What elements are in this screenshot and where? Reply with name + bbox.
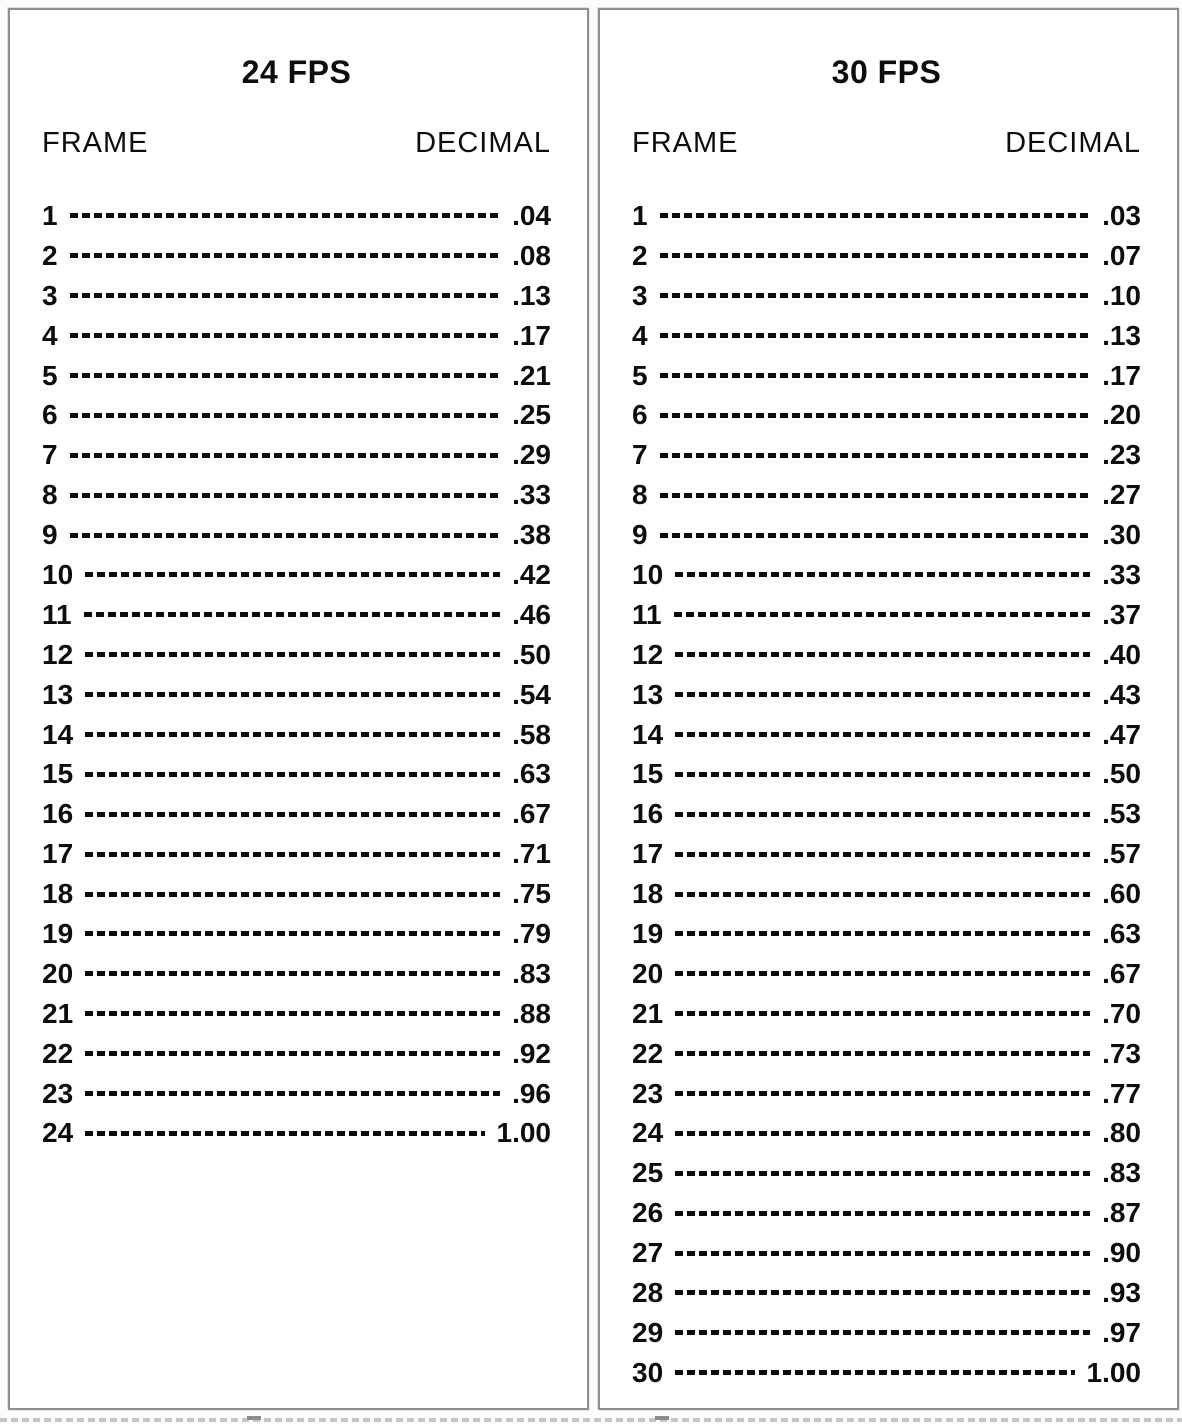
dash-leader xyxy=(675,1251,1090,1256)
table-row xyxy=(42,316,551,356)
decimal-value: .58 xyxy=(512,718,551,750)
panel-title: 30 FPS xyxy=(831,54,942,90)
decimal-value: .71 xyxy=(512,838,551,870)
frame-number: 14 xyxy=(42,718,74,750)
dash-leader xyxy=(85,812,500,817)
dash-leader xyxy=(660,253,1090,258)
dash-leader xyxy=(660,493,1090,498)
frame-number: 23 xyxy=(632,1077,664,1109)
decimal-value: .20 xyxy=(1102,399,1141,431)
table-row xyxy=(42,994,551,1034)
table-row xyxy=(632,435,1141,475)
decimal-value: .73 xyxy=(1102,1037,1141,1069)
table-row xyxy=(42,595,551,635)
table-row xyxy=(632,395,1141,435)
decimal-value: .29 xyxy=(512,439,551,471)
decimal-value: .42 xyxy=(512,558,551,590)
dash-leader xyxy=(85,1131,484,1136)
conversion-rows xyxy=(632,196,1141,1393)
frame-number: 21 xyxy=(632,997,664,1029)
frame-number: 15 xyxy=(42,758,74,790)
dash-leader xyxy=(675,1011,1090,1016)
table-row xyxy=(42,954,551,994)
panel-title: 24 FPS xyxy=(241,54,352,90)
dash-leader xyxy=(675,1131,1090,1136)
dash-leader xyxy=(660,533,1090,538)
frame-number: 16 xyxy=(632,798,664,830)
frame-number: 17 xyxy=(42,838,74,870)
dash-leader xyxy=(85,971,500,976)
decimal-value: .75 xyxy=(512,878,551,910)
table-row xyxy=(632,1074,1141,1114)
table-row xyxy=(632,754,1141,794)
dash-leader xyxy=(675,1171,1090,1176)
table-row xyxy=(632,475,1141,515)
decimal-value: .83 xyxy=(512,957,551,989)
dash-leader xyxy=(675,892,1090,897)
decimal-value: .63 xyxy=(512,758,551,790)
decimal-value: .80 xyxy=(1102,1117,1141,1149)
conversion-rows xyxy=(42,196,551,1153)
frame-number: 8 xyxy=(632,479,648,511)
frame-number: 5 xyxy=(632,359,648,391)
frame-number: 7 xyxy=(42,439,58,471)
decimal-value: .30 xyxy=(1102,519,1141,551)
dash-leader xyxy=(675,1330,1090,1335)
table-row xyxy=(632,994,1141,1034)
decimal-value: .92 xyxy=(512,1037,551,1069)
dash-leader xyxy=(675,732,1090,737)
dash-leader xyxy=(675,1091,1090,1096)
frame-number: 24 xyxy=(632,1117,664,1149)
dash-leader xyxy=(70,413,500,418)
decimal-value: .77 xyxy=(1102,1077,1141,1109)
table-row xyxy=(42,1034,551,1074)
dash-leader xyxy=(660,413,1090,418)
table-row xyxy=(42,675,551,715)
decimal-value: .70 xyxy=(1102,997,1141,1029)
decimal-value: .87 xyxy=(1102,1197,1141,1229)
frame-number: 15 xyxy=(632,758,664,790)
decimal-value: .60 xyxy=(1102,878,1141,910)
frame-number: 3 xyxy=(632,279,648,311)
table-row xyxy=(632,874,1141,914)
dash-leader xyxy=(85,1051,500,1056)
table-row xyxy=(632,196,1141,236)
decimal-value: .13 xyxy=(1102,319,1141,351)
table-row xyxy=(632,834,1141,874)
page-bottom-dashed-divider xyxy=(0,1418,1182,1422)
table-row xyxy=(632,1313,1141,1353)
table-row xyxy=(632,954,1141,994)
dash-leader xyxy=(675,572,1090,577)
decimal-value: .57 xyxy=(1102,838,1141,870)
decimal-value: .10 xyxy=(1102,279,1141,311)
frame-number: 24 xyxy=(42,1117,74,1149)
frame-number: 21 xyxy=(42,997,74,1029)
decimal-value: .04 xyxy=(512,199,551,231)
frame-number: 17 xyxy=(632,838,664,870)
dash-leader xyxy=(675,772,1090,777)
table-row xyxy=(42,515,551,555)
dash-leader xyxy=(660,213,1090,218)
decimal-value: .88 xyxy=(512,997,551,1029)
frame-number: 13 xyxy=(42,678,74,710)
decimal-value: .50 xyxy=(512,638,551,670)
dash-leader xyxy=(675,812,1090,817)
table-row xyxy=(42,834,551,874)
decimal-value: .33 xyxy=(512,479,551,511)
table-row xyxy=(632,1113,1141,1153)
table-row xyxy=(632,1233,1141,1273)
frame-number: 29 xyxy=(632,1316,664,1348)
frame-number: 4 xyxy=(632,319,648,351)
decimal-value: .96 xyxy=(512,1077,551,1109)
frame-number: 10 xyxy=(632,558,664,590)
dash-leader xyxy=(674,612,1090,617)
frame-number: 9 xyxy=(42,519,58,551)
frame-number: 26 xyxy=(632,1197,664,1229)
dash-leader xyxy=(70,373,500,378)
dash-leader xyxy=(675,1211,1090,1216)
table-row xyxy=(42,475,551,515)
table-row xyxy=(632,555,1141,595)
table-row xyxy=(632,316,1141,356)
dash-leader xyxy=(675,1290,1090,1295)
dash-leader xyxy=(675,931,1090,936)
frame-number: 1 xyxy=(42,199,58,231)
decimal-value: .08 xyxy=(512,239,551,271)
decimal-value: .90 xyxy=(1102,1237,1141,1269)
table-row xyxy=(42,794,551,834)
table-row xyxy=(42,196,551,236)
frame-number: 19 xyxy=(42,917,74,949)
frame-number: 22 xyxy=(42,1037,74,1069)
table-row xyxy=(42,435,551,475)
column-headers xyxy=(632,127,1141,160)
frame-number: 2 xyxy=(632,239,648,271)
frame-number: 6 xyxy=(632,399,648,431)
decimal-value: .79 xyxy=(512,917,551,949)
dash-leader xyxy=(70,213,500,218)
table-row xyxy=(42,555,551,595)
table-row xyxy=(42,635,551,675)
table-row xyxy=(632,515,1141,555)
decimal-value: .33 xyxy=(1102,558,1141,590)
table-row xyxy=(632,794,1141,834)
decimal-value: .23 xyxy=(1102,439,1141,471)
dash-leader xyxy=(85,652,500,657)
dash-leader xyxy=(675,692,1090,697)
decimal-value: .97 xyxy=(1102,1316,1141,1348)
table-row xyxy=(42,395,551,435)
frame-number: 20 xyxy=(632,957,664,989)
dash-leader xyxy=(85,892,500,897)
decimal-value: .93 xyxy=(1102,1276,1141,1308)
decimal-value: .03 xyxy=(1102,199,1141,231)
dash-leader xyxy=(70,333,500,338)
decimal-value: .17 xyxy=(512,319,551,351)
frame-number: 25 xyxy=(632,1157,664,1189)
table-row xyxy=(632,715,1141,755)
table-row xyxy=(632,914,1141,954)
frame-number: 22 xyxy=(632,1037,664,1069)
decimal-value: .67 xyxy=(1102,957,1141,989)
frame-number: 23 xyxy=(42,1077,74,1109)
dash-leader xyxy=(85,1011,500,1016)
frame-number: 7 xyxy=(632,439,648,471)
dash-leader xyxy=(85,572,500,577)
frame-number: 28 xyxy=(632,1276,664,1308)
frame-number: 12 xyxy=(632,638,664,670)
frame-number: 18 xyxy=(42,878,74,910)
decimal-value: .50 xyxy=(1102,758,1141,790)
frame-number: 13 xyxy=(632,678,664,710)
frame-number: 5 xyxy=(42,359,58,391)
table-row xyxy=(42,1074,551,1114)
table-row xyxy=(42,356,551,396)
dash-leader xyxy=(85,732,500,737)
table-row xyxy=(42,276,551,316)
frame-number: 20 xyxy=(42,957,74,989)
table-row xyxy=(632,1273,1141,1313)
dash-leader xyxy=(84,612,500,617)
frame-number: 18 xyxy=(632,878,664,910)
table-row xyxy=(632,1153,1141,1193)
decimal-value: .83 xyxy=(1102,1157,1141,1189)
panel-24fps xyxy=(8,8,589,1410)
dash-leader xyxy=(660,293,1090,298)
decimal-value: .13 xyxy=(512,279,551,311)
decimal-value: .40 xyxy=(1102,638,1141,670)
table-row xyxy=(632,675,1141,715)
frame-column-header: FRAME xyxy=(632,127,739,159)
table-row xyxy=(632,635,1141,675)
frame-number: 9 xyxy=(632,519,648,551)
decimal-value: .54 xyxy=(512,678,551,710)
frame-number: 10 xyxy=(42,558,74,590)
decimal-value: .21 xyxy=(512,359,551,391)
decimal-value: 1.00 xyxy=(496,1117,551,1149)
dash-leader xyxy=(85,852,500,857)
frame-number: 30 xyxy=(632,1356,664,1388)
frame-number: 6 xyxy=(42,399,58,431)
frame-number: 12 xyxy=(42,638,74,670)
frame-number: 8 xyxy=(42,479,58,511)
frame-column-header: FRAME xyxy=(42,127,149,159)
dash-leader xyxy=(675,652,1090,657)
table-row xyxy=(42,914,551,954)
frame-number: 1 xyxy=(632,199,648,231)
frame-number: 16 xyxy=(42,798,74,830)
decimal-value: .63 xyxy=(1102,917,1141,949)
frame-number: 27 xyxy=(632,1237,664,1269)
table-row xyxy=(632,356,1141,396)
table-row xyxy=(42,715,551,755)
table-row xyxy=(42,1113,551,1153)
decimal-value: 1.00 xyxy=(1086,1356,1141,1388)
dash-leader xyxy=(675,1051,1090,1056)
decimal-value: .17 xyxy=(1102,359,1141,391)
dash-leader xyxy=(660,453,1090,458)
dash-leader xyxy=(70,453,500,458)
frame-number: 11 xyxy=(632,598,662,630)
table-row xyxy=(42,874,551,914)
dash-leader xyxy=(85,931,500,936)
table-row xyxy=(632,1353,1141,1393)
frame-number: 2 xyxy=(42,239,58,271)
dash-leader xyxy=(675,971,1090,976)
decimal-column-header: DECIMAL xyxy=(1005,127,1141,159)
table-row xyxy=(632,236,1141,276)
frame-number: 4 xyxy=(42,319,58,351)
dash-leader xyxy=(85,1091,500,1096)
decimal-value: .37 xyxy=(1102,598,1141,630)
frame-number: 14 xyxy=(632,718,664,750)
table-row xyxy=(42,236,551,276)
decimal-value: .38 xyxy=(512,519,551,551)
divider-tick-mark xyxy=(247,1416,261,1420)
decimal-value: .43 xyxy=(1102,678,1141,710)
dash-leader xyxy=(675,852,1090,857)
decimal-value: .07 xyxy=(1102,239,1141,271)
decimal-value: .25 xyxy=(512,399,551,431)
dash-leader xyxy=(675,1370,1074,1375)
table-row xyxy=(632,1193,1141,1233)
dash-leader xyxy=(85,692,500,697)
table-row xyxy=(632,1034,1141,1074)
frame-number: 19 xyxy=(632,917,664,949)
dash-leader xyxy=(660,373,1090,378)
decimal-value: .53 xyxy=(1102,798,1141,830)
table-row xyxy=(42,754,551,794)
dash-leader xyxy=(70,293,500,298)
divider-tick-mark xyxy=(655,1416,669,1420)
dash-leader xyxy=(85,772,500,777)
frame-number: 11 xyxy=(42,598,72,630)
decimal-value: .27 xyxy=(1102,479,1141,511)
fps-conversion-sheet xyxy=(8,8,1179,1410)
dash-leader xyxy=(660,333,1090,338)
decimal-value: .67 xyxy=(512,798,551,830)
decimal-value: .46 xyxy=(512,598,551,630)
dash-leader xyxy=(70,253,500,258)
decimal-value: .47 xyxy=(1102,718,1141,750)
column-headers xyxy=(42,127,551,160)
decimal-column-header: DECIMAL xyxy=(415,127,551,159)
dash-leader xyxy=(70,493,500,498)
dash-leader xyxy=(70,533,500,538)
table-row xyxy=(632,595,1141,635)
panel-30fps xyxy=(598,8,1179,1410)
table-row xyxy=(632,276,1141,316)
frame-number: 3 xyxy=(42,279,58,311)
